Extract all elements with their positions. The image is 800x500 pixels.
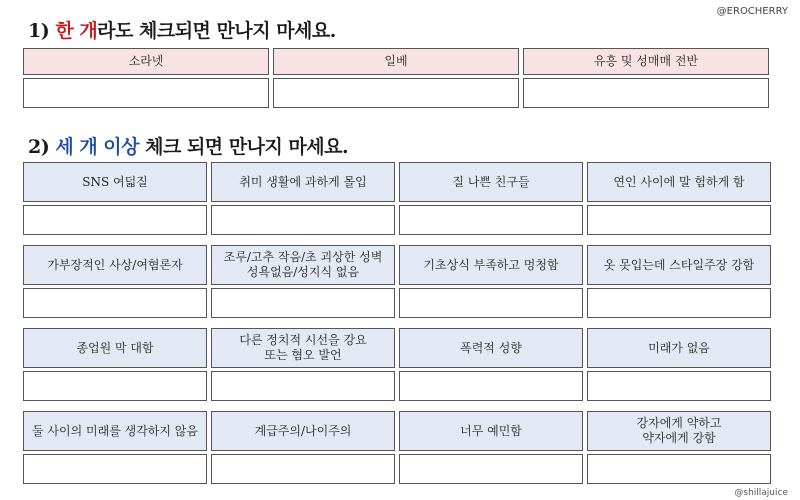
section2-header-cell: 둘 사이의 미래를 생각하지 않음 [23, 411, 207, 451]
section2-header-cell: 너무 예민함 [399, 411, 583, 451]
section1-header-cell: 유흥 및 성매매 전반 [523, 48, 769, 75]
section2-check-box[interactable] [587, 371, 771, 401]
section2-header-cell: 계급주의/나이주의 [211, 411, 395, 451]
section2-check-box[interactable] [587, 205, 771, 235]
section2-header-cell: 다른 정치적 시선을 강요 또는 혐오 발언 [211, 328, 395, 368]
watermark-top: @EROCHERRY [716, 6, 788, 17]
section2-check-box[interactable] [399, 371, 583, 401]
section1-check-box[interactable] [23, 78, 269, 108]
section2-check-box[interactable] [211, 454, 395, 484]
section2-header-cell: 취미 생활에 과하게 몰입 [211, 162, 395, 202]
section2-check-box[interactable] [399, 288, 583, 318]
section2-header-cell: 옷 못입는데 스타일주장 강함 [587, 245, 771, 285]
section2-check-box[interactable] [211, 371, 395, 401]
section1-check-box[interactable] [523, 78, 769, 108]
section2-header-cell: 연인 사이에 말 험하게 함 [587, 162, 771, 202]
section2-number: 2) [28, 136, 50, 158]
section1-header-cell: 소라넷 [23, 48, 269, 75]
section2-check-box[interactable] [23, 205, 207, 235]
section2-highlight: 세 개 이상 [55, 136, 139, 158]
section2-header-cell: 가부장적인 사상/여혐론자 [23, 245, 207, 285]
section1-highlight: 한 개 [55, 20, 98, 42]
section2-header-cell: 기초상식 부족하고 멍청함 [399, 245, 583, 285]
section2-check-box[interactable] [587, 454, 771, 484]
section2-header-cell: 미래가 없음 [587, 328, 771, 368]
section2-header-cell: 종업원 막 대함 [23, 328, 207, 368]
section2-header-cell: 폭력적 성향 [399, 328, 583, 368]
section2-heading [28, 132, 348, 159]
section2-check-box[interactable] [587, 288, 771, 318]
section2-row-3 [23, 328, 771, 401]
section1-rest: 라도 체크되면 만나지 마세요. [97, 20, 336, 42]
section1-table [23, 48, 769, 108]
section2-header-cell: 질 나쁜 친구들 [399, 162, 583, 202]
section2-header-cell: 강자에게 약하고 약자에게 강함 [587, 411, 771, 451]
section2-row-4 [23, 411, 771, 484]
section2-check-box[interactable] [23, 288, 207, 318]
section1-heading [28, 16, 336, 43]
section2-header-cell: SNS 여덟질 [23, 162, 207, 202]
section2-check-box[interactable] [211, 288, 395, 318]
section2-rest: 체크 되면 만나지 마세요. [139, 136, 349, 158]
section2-row-2 [23, 245, 771, 318]
section1-number: 1) [28, 20, 50, 42]
section2-check-box[interactable] [399, 205, 583, 235]
section2-check-box[interactable] [23, 371, 207, 401]
watermark-bottom: @shillajuice [734, 488, 788, 498]
section2-check-box[interactable] [23, 454, 207, 484]
section2-check-box[interactable] [399, 454, 583, 484]
section2-check-box[interactable] [211, 205, 395, 235]
section1-header-cell: 일베 [273, 48, 519, 75]
section1-check-box[interactable] [273, 78, 519, 108]
section2-row-1 [23, 162, 771, 235]
section2-header-cell: 조루/고추 작음/초 괴상한 성벽 성욕없음/성지식 없음 [211, 245, 395, 285]
